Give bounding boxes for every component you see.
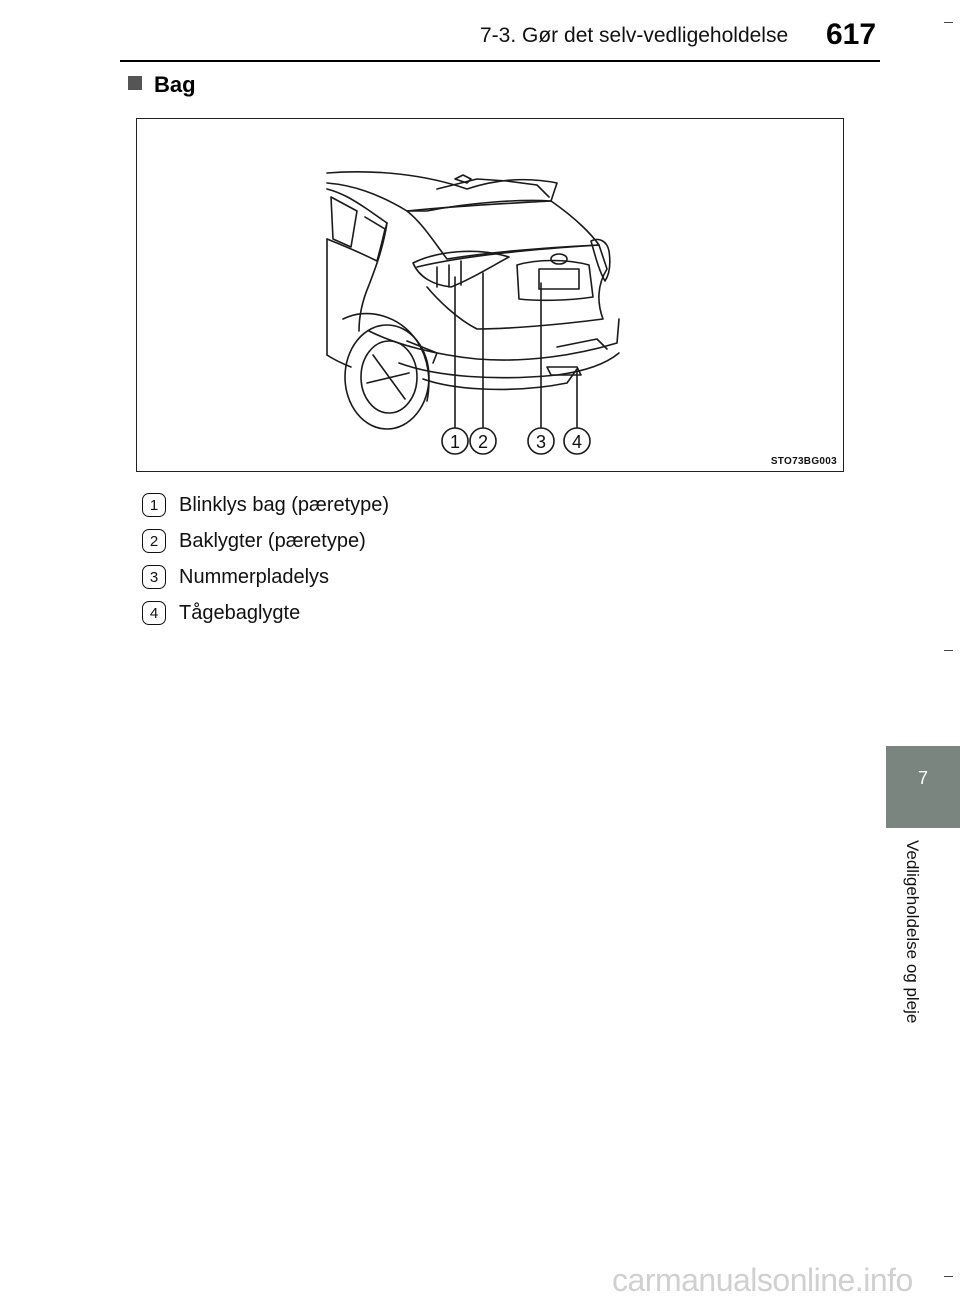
page-number: 617 [826, 18, 877, 51]
section-title: Bag [154, 72, 196, 97]
legend-item [142, 562, 329, 592]
legend-label: Tågebaglygte [179, 601, 301, 624]
callout-4: 4 [571, 432, 583, 452]
rear-lights-figure [136, 118, 844, 472]
legend-item [142, 490, 389, 520]
figure-code: STO73BG003 [770, 456, 837, 467]
header-divider [120, 60, 880, 62]
chapter-tab-label: Vedligeholdelse og pleje [903, 840, 922, 1024]
square-bullet-icon [128, 76, 142, 90]
car-rear-illustration [137, 119, 845, 473]
chapter-title: 7-3. Gør det selv-vedligeholdelse [480, 24, 789, 47]
legend-item [142, 526, 366, 556]
crop-mark [944, 22, 953, 23]
legend-label: Blinklys bag (pæretype) [179, 493, 390, 516]
crop-mark [944, 1276, 953, 1277]
chapter-tab[interactable] [886, 746, 960, 828]
section-heading [128, 72, 196, 98]
number-badge: 1 [142, 493, 166, 517]
crop-mark [944, 650, 953, 651]
callout-1: 1 [449, 432, 461, 452]
number-badge: 2 [142, 529, 166, 553]
number-badge: 4 [142, 601, 166, 625]
legend-label: Nummerpladelys [179, 565, 330, 588]
legend-item [142, 598, 300, 628]
legend-label: Baklygter (pæretype) [179, 529, 366, 552]
chapter-tab-number: 7 [917, 768, 928, 788]
callout-3: 3 [535, 432, 547, 452]
number-badge: 3 [142, 565, 166, 589]
callout-2: 2 [477, 432, 489, 452]
watermark: carmanualsonline.info [612, 1262, 913, 1298]
